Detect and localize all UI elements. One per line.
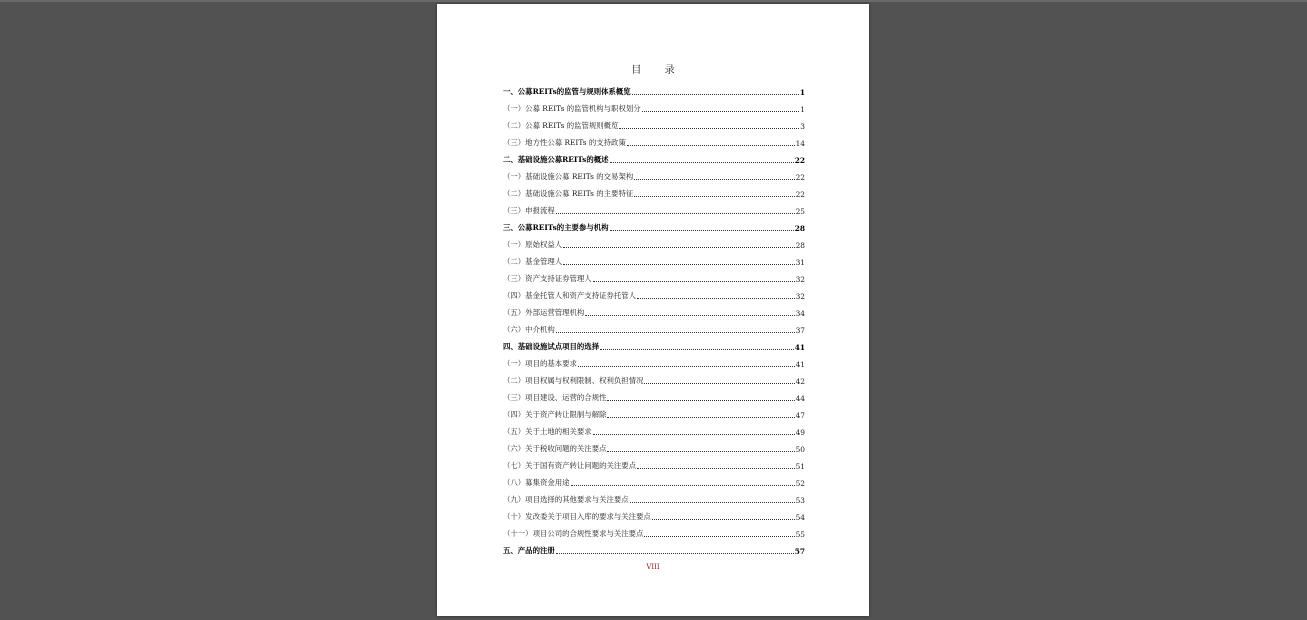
toc-entry-page: 47 — [795, 411, 805, 420]
toc-entry-page: 34 — [795, 309, 805, 318]
toc-dot-leader — [556, 332, 795, 333]
toc-entry-label: （六）中介机构 — [503, 325, 555, 334]
toc-dot-leader — [634, 196, 794, 197]
toc-entry-label: （十一）项目公司的合规性要求与关注要点 — [503, 529, 644, 538]
toc-subsection-entry[interactable] — [503, 251, 805, 268]
toc-subsection-entry[interactable] — [503, 523, 805, 540]
toc-dot-leader — [556, 553, 794, 554]
toc-entry-page: 22 — [795, 173, 805, 182]
toc-dot-leader — [637, 468, 795, 469]
toc-subsection-entry[interactable] — [503, 421, 805, 438]
toc-entry-page: 25 — [795, 207, 805, 216]
toc-entry-label: （五）外部运营管理机构 — [503, 308, 585, 317]
toc-subsection-entry[interactable] — [503, 438, 805, 455]
toc-dot-leader — [593, 281, 795, 282]
toc-dot-leader — [585, 315, 794, 316]
toc-entry-label: （七）关于国有资产转让问题的关注要点 — [503, 461, 637, 470]
toc-subsection-entry[interactable] — [503, 353, 805, 370]
toc-subsection-entry[interactable] — [503, 268, 805, 285]
toc-entry-page: 52 — [795, 479, 805, 488]
toc-entry-page: 41 — [795, 360, 805, 369]
toc-dot-leader — [642, 111, 800, 112]
toc-dot-leader — [652, 519, 795, 520]
toc-entry-page: 22 — [795, 190, 805, 199]
toc-entry-label: （十）发改委关于项目入库的要求与关注要点 — [503, 512, 651, 521]
toc-entry-page: 49 — [795, 428, 805, 437]
toc-entry-page: 1 — [799, 88, 805, 97]
toc-entry-page: 55 — [795, 530, 805, 539]
toc-title: 目 录 — [631, 65, 685, 76]
toc-dot-leader — [634, 179, 794, 180]
toc-entry-page: 32 — [795, 292, 805, 301]
toc-subsection-entry[interactable] — [503, 200, 805, 217]
table-of-contents — [503, 81, 805, 557]
toc-entry-label: （一）基础设施公募 REITs 的交易架构 — [503, 172, 634, 181]
toc-section-entry[interactable] — [503, 336, 805, 353]
toc-entry-label: （三）地方性公募 REITs 的支持政策 — [503, 138, 626, 147]
toc-entry-page: 3 — [800, 122, 805, 131]
toc-entry-label: （二）基础设施公募 REITs 的主要特征 — [503, 189, 634, 198]
toc-subsection-entry[interactable] — [503, 98, 805, 115]
toc-dot-leader — [610, 230, 794, 231]
toc-entry-label: （三）申报流程 — [503, 206, 555, 215]
toc-subsection-entry[interactable] — [503, 404, 805, 421]
toc-section-entry[interactable] — [503, 540, 805, 557]
toc-subsection-entry[interactable] — [503, 183, 805, 200]
toc-entry-label: （四）关于资产转让限制与解除 — [503, 410, 607, 419]
toc-entry-page: 31 — [795, 258, 805, 267]
toc-subsection-entry[interactable] — [503, 234, 805, 251]
toc-entry-page: 42 — [795, 377, 805, 386]
toc-entry-page: 28 — [795, 241, 805, 250]
toc-subsection-entry[interactable] — [503, 132, 805, 149]
toc-entry-page: 28 — [794, 224, 805, 233]
toc-entry-label: 五、产品的注册 — [503, 546, 555, 555]
toc-entry-page: 57 — [794, 547, 805, 556]
toc-dot-leader — [571, 485, 795, 486]
toc-entry-page: 22 — [794, 156, 805, 165]
toc-dot-leader — [644, 383, 794, 384]
toc-entry-label: （一）项目的基本要求 — [503, 359, 577, 368]
toc-dot-leader — [607, 451, 794, 452]
toc-section-entry[interactable] — [503, 217, 805, 234]
toc-entry-page: 41 — [794, 343, 805, 352]
toc-dot-leader — [637, 298, 795, 299]
viewer-top-bar — [0, 0, 1307, 2]
toc-dot-leader — [610, 162, 794, 163]
toc-entry-label: 四、基础设施试点项目的选择 — [503, 342, 600, 351]
toc-entry-page: 53 — [795, 496, 805, 505]
toc-entry-page: 54 — [795, 513, 805, 522]
toc-entry-label: （一）公募 REITs 的监管机构与职权划分 — [503, 104, 641, 113]
toc-subsection-entry[interactable] — [503, 489, 805, 506]
toc-entry-page: 37 — [795, 326, 805, 335]
toc-entry-label: （一）原始权益人 — [503, 240, 563, 249]
toc-entry-label: （九）项目选择的其他要求与关注要点 — [503, 495, 629, 504]
toc-entry-page: 50 — [795, 445, 805, 454]
toc-entry-label: （二）公募 REITs 的监管规则概览 — [503, 121, 619, 130]
toc-subsection-entry[interactable] — [503, 472, 805, 489]
toc-dot-leader — [593, 434, 795, 435]
toc-dot-leader — [556, 213, 795, 214]
toc-dot-leader — [600, 349, 794, 350]
toc-dot-leader — [630, 502, 795, 503]
toc-section-entry[interactable] — [503, 81, 805, 98]
toc-subsection-entry[interactable] — [503, 166, 805, 183]
toc-dot-leader — [644, 536, 794, 537]
toc-entry-label: （六）关于税收问题的关注要点 — [503, 444, 607, 453]
toc-entry-label: 一、公募REITs的监管与规则体系概览 — [503, 87, 631, 96]
toc-subsection-entry[interactable] — [503, 115, 805, 132]
toc-entry-label: 二、基础设施公募REITs的概述 — [503, 155, 609, 164]
toc-subsection-entry[interactable] — [503, 285, 805, 302]
toc-entry-label: （五）关于土地的相关要求 — [503, 427, 592, 436]
toc-dot-leader — [578, 366, 795, 367]
toc-subsection-entry[interactable] — [503, 506, 805, 523]
toc-entry-label: （二）项目权属与权利限制、权利负担情况 — [503, 376, 644, 385]
toc-subsection-entry[interactable] — [503, 370, 805, 387]
toc-dot-leader — [632, 94, 799, 95]
toc-entry-label: （四）基金托管人和资产支持证券托管人 — [503, 291, 637, 300]
toc-dot-leader — [619, 128, 799, 129]
toc-subsection-entry[interactable] — [503, 302, 805, 319]
toc-section-entry[interactable] — [503, 149, 805, 166]
toc-entry-page: 32 — [795, 275, 805, 284]
toc-entry-label: （二）基金管理人 — [503, 257, 563, 266]
toc-entry-page: 44 — [795, 394, 805, 403]
toc-entry-label: （三）项目建设、运营的合规性 — [503, 393, 607, 402]
toc-dot-leader — [607, 417, 794, 418]
toc-entry-page: 14 — [795, 139, 805, 148]
toc-subsection-entry[interactable] — [503, 455, 805, 472]
toc-subsection-entry[interactable] — [503, 387, 805, 404]
document-page — [437, 4, 869, 616]
toc-subsection-entry[interactable] — [503, 319, 805, 336]
toc-dot-leader — [563, 264, 794, 265]
toc-dot-leader — [563, 247, 794, 248]
toc-entry-label: （八）募集资金用途 — [503, 478, 570, 487]
toc-entry-page: 1 — [800, 105, 805, 114]
toc-entry-page: 51 — [795, 462, 805, 471]
toc-dot-leader — [607, 400, 794, 401]
page-number: VIII — [646, 563, 660, 571]
toc-entry-label: （三）资产支持证券管理人 — [503, 274, 592, 283]
toc-entry-label: 三、公募REITs的主要参与机构 — [503, 223, 609, 232]
toc-dot-leader — [627, 145, 795, 146]
